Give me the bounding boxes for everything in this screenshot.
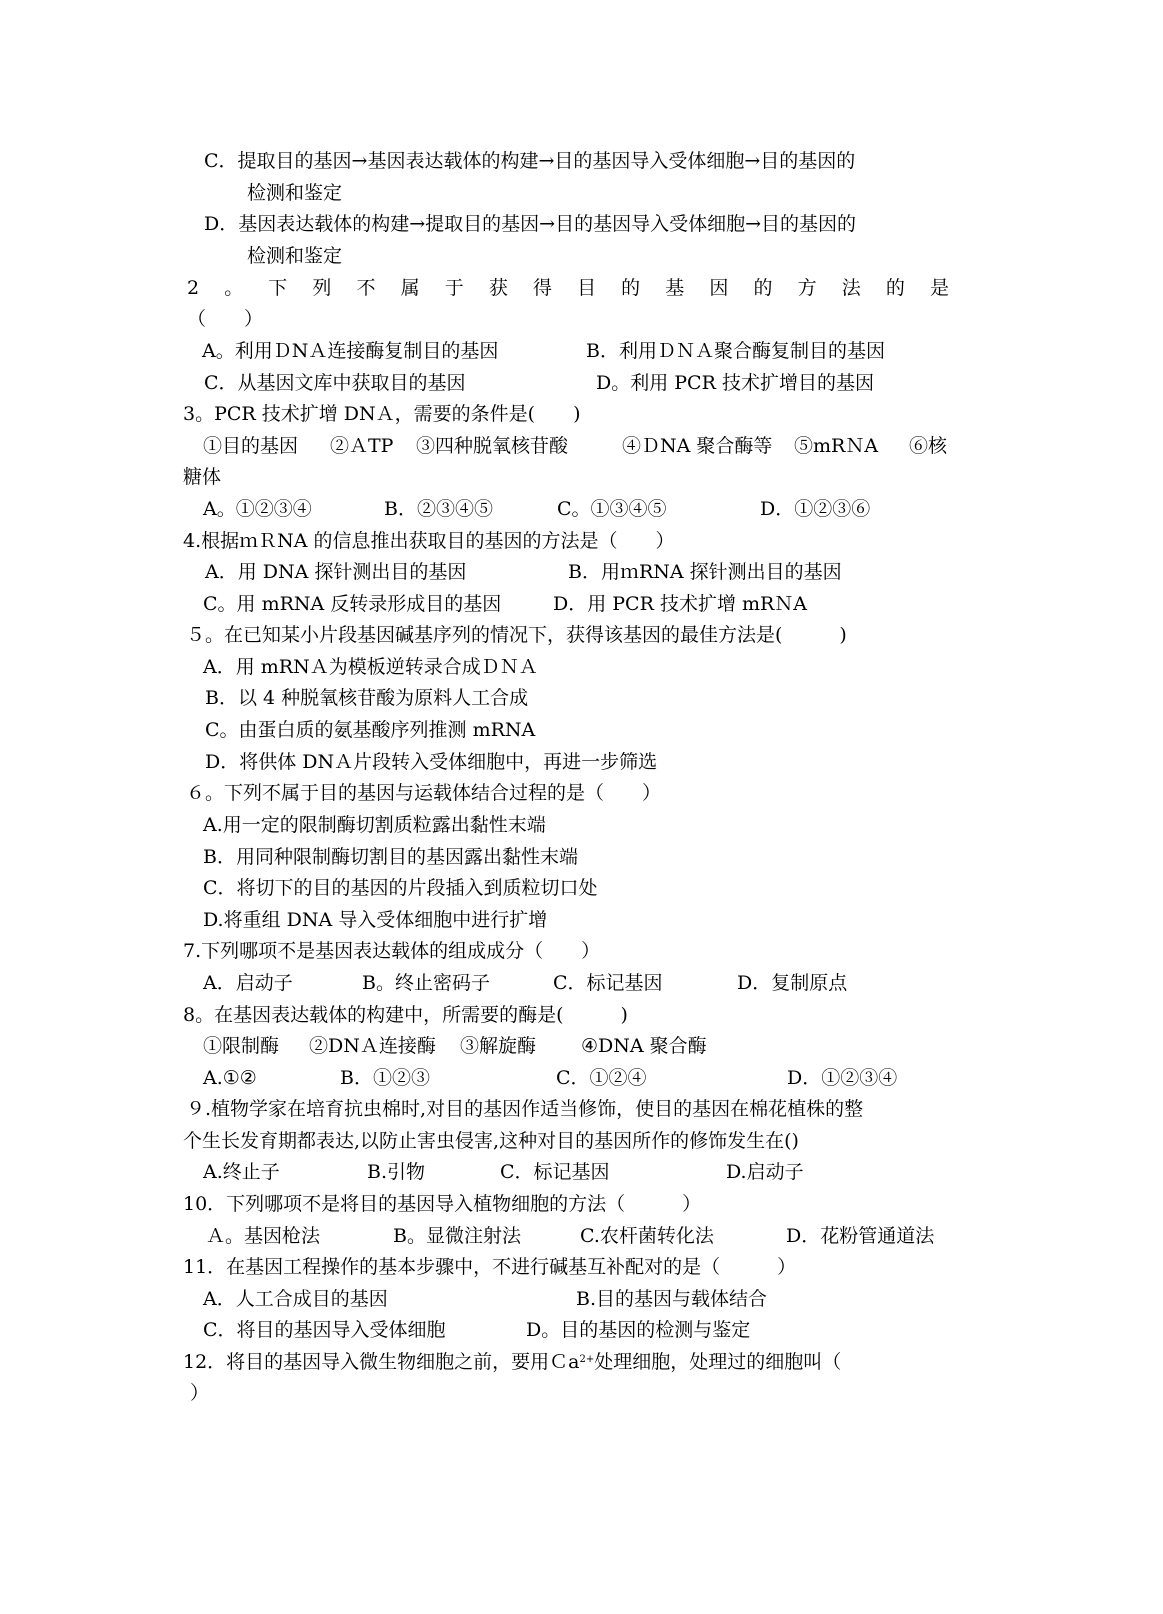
q4-option-c: C。用 mRNA 反转录形成目的基因 [203, 593, 502, 615]
q9-option-d: D.启动子 [726, 1161, 804, 1183]
q1-option-c-cont: 检测和鉴定 [247, 182, 343, 204]
q11-option-d: D。目的基因的检测与鉴定 [526, 1319, 751, 1341]
q9-option-a: A.终止子 [203, 1161, 280, 1183]
q11-option-c: C．将目的基因导入受体细胞 [203, 1319, 446, 1341]
q5-option-d: D．将供体 DNＡ片段转入受体细胞中，再进一步筛选 [205, 751, 658, 773]
q3-items-cont: 糖体 [183, 466, 222, 488]
q4-options-row2 [0, 592, 1163, 616]
q2-stem-char: 方 [797, 277, 817, 299]
q8-items [0, 1034, 1163, 1058]
q9-stem: ９.植物学家在培育抗虫棉时,对目的基因作适当修饰，使目的基因在棉花植株的整 [186, 1098, 864, 1120]
q3-item-6: ⑥核 [909, 435, 948, 457]
q11-option-a: A．人工合成目的基因 [203, 1288, 388, 1310]
q10-option-a: Ａ。基因枪法 [206, 1225, 321, 1247]
q7-option-a: A．启动子 [203, 972, 293, 994]
q3-options [0, 497, 1163, 521]
q4-stem: 4.根据ｍＲNA 的信息推出获取目的基因的方法是（ ） [183, 530, 675, 552]
q2-stem-char: 法 [841, 277, 861, 299]
q2-stem-char: 因 [709, 277, 729, 299]
q2-stem-char: 的 [753, 277, 773, 299]
q8-item-4: ④DNA 聚合酶 [581, 1035, 707, 1057]
q8-item-2: ②DNＡ连接酶 [309, 1035, 436, 1057]
q5-option-b: B．以 4 种脱氧核苷酸为原料人工合成 [205, 687, 529, 709]
q2-option-b: B．利用ＤＮＡ聚合酶复制目的基因 [586, 340, 885, 362]
q8-option-d: D．①②③④ [787, 1067, 898, 1089]
q5-option-c: C。由蛋白质的氨基酸序列推测 mRNA [205, 719, 536, 741]
q4-option-d: D．用 PCR 技术扩增 mRＮA [553, 593, 808, 615]
q8-stem: 8。在基因表达载体的构建中，所需要的酶是( ) [183, 1004, 628, 1026]
q1-option-d-cont: 检测和鉴定 [247, 245, 343, 267]
q2-stem-char: 2 [187, 277, 200, 299]
q10-option-b: B。显微注射法 [393, 1225, 521, 1247]
q3-item-4: ④ＤNA 聚合酶等 [622, 435, 773, 457]
q12-superscript: 2+ [579, 1354, 595, 1365]
q12-stem-before: 12．将目的基因导入微生物细胞之前，要用Ｃa [183, 1351, 580, 1373]
q2-stem-char: 列 [312, 277, 332, 299]
q9-option-b: B.引物 [367, 1161, 426, 1183]
q2-stem-char: 不 [356, 277, 376, 299]
q8-options [0, 1066, 1163, 1090]
q6-stem: ６。下列不属于目的基因与运载体结合过程的是（ ） [186, 782, 662, 804]
q9-stem-cont: 个生长发育期都表达,以防止害虫侵害,这种对目的基因所作的修饰发生在() [183, 1130, 799, 1152]
q7-stem: 7.下列哪项不是基因表达载体的组成成分（ ） [183, 940, 601, 962]
q6-option-a: A.用一定的限制酶切割质粒露出黏性末端 [203, 814, 546, 836]
q7-option-c: C．标记基因 [553, 972, 663, 994]
q2-option-d: D。利用 PCR 技术扩增目的基因 [596, 372, 874, 394]
q2-stem-char: 的 [621, 277, 641, 299]
q3-items [0, 434, 1163, 458]
q9-option-c: C．标记基因 [500, 1161, 610, 1183]
q5-option-a: A．用 mRNＡ为模板逆转录合成ＤＮＡ [203, 656, 538, 678]
q2-stem-char: 得 [532, 277, 552, 299]
q3-option-a: A。①②③④ [203, 498, 312, 520]
q9-options [0, 1160, 1163, 1184]
q2-options-row2 [0, 371, 1163, 395]
q8-item-1: ①限制酶 [203, 1035, 280, 1057]
q8-option-a: A.①② [203, 1067, 257, 1089]
q2-options-row1 [0, 339, 1163, 363]
q2-stem-char: 获 [488, 277, 508, 299]
q3-option-c: C。①③④⑤ [557, 498, 667, 520]
q7-options [0, 971, 1163, 995]
q11-stem: 11．在基因工程操作的基本步骤中，不进行碱基互补配对的是（ ） [183, 1256, 797, 1278]
q7-option-d: D．复制原点 [737, 972, 848, 994]
q3-item-1: ①目的基因 [203, 435, 299, 457]
q2-stem-char: 的 [885, 277, 905, 299]
q10-options [0, 1224, 1163, 1248]
q3-item-3: ③四种脱氧核苷酸 [416, 435, 569, 457]
q2-stem-char: 于 [444, 277, 464, 299]
q6-option-c: C．将切下的目的基因的片段插入到质粒切口处 [203, 877, 598, 899]
q8-item-3: ③解旋酶 [460, 1035, 537, 1057]
q2-stem-char: 下 [268, 277, 288, 299]
q12-stem-after: 处理细胞，处理过的细胞叫（ [594, 1351, 842, 1373]
q11-option-b: B.目的基因与载体结合 [576, 1288, 768, 1310]
q2-stem-cont: （ ） [187, 308, 264, 330]
q4-option-a: A．用 DNA 探针测出目的基因 [205, 561, 467, 583]
q2-stem-char: 。 [224, 277, 244, 299]
q10-option-c: C.农杆菌转化法 [580, 1225, 714, 1247]
q10-stem: 10．下列哪项不是将目的基因导入植物细胞的方法（ ） [183, 1193, 702, 1215]
q3-stem: 3。PCR 技术扩增 DNＡ，需要的条件是( ) [183, 403, 581, 425]
q8-option-c: C．①②④ [556, 1067, 647, 1089]
q3-option-b: B．②③④⑤ [384, 498, 493, 520]
q4-options-row1 [0, 560, 1163, 584]
q3-item-2: ②ＡTP [330, 435, 394, 457]
q6-option-d: D.将重组 DNA 导入受体细胞中进行扩增 [203, 909, 548, 931]
q4-option-b: B．用ｍRNA 探针测出目的基因 [568, 561, 842, 583]
q2-option-a: A。利用ＤNＡ连接酶复制目的基因 [202, 340, 499, 362]
q2-option-c: C．从基因文库中获取目的基因 [204, 372, 466, 394]
q12-stem-cont: ） [190, 1382, 210, 1404]
q2-stem-char: 是 [929, 277, 949, 299]
q1-option-c: C．提取目的基因→基因表达载体的构建→目的基因导入受体细胞→目的基因的 [204, 150, 856, 172]
q6-option-b: B．用同种限制酶切割目的基因露出黏性末端 [203, 846, 578, 868]
q2-stem [187, 276, 949, 300]
q2-stem-char: 属 [400, 277, 420, 299]
q2-stem-char: 基 [665, 277, 685, 299]
q11-options-row2 [0, 1318, 1163, 1342]
q8-option-b: B．①②③ [340, 1067, 430, 1089]
q3-option-d: D．①②③⑥ [760, 498, 871, 520]
q10-option-d: D．花粉管通道法 [786, 1225, 935, 1247]
q5-stem: ５。在已知某小片段基因碱基序列的情况下，获得该基因的最佳方法是( ) [186, 624, 847, 646]
q1-option-d: D．基因表达载体的构建→提取目的基因→目的基因导入受体细胞→目的基因的 [204, 213, 856, 235]
q2-stem-char: 目 [577, 277, 597, 299]
q12-stem [183, 1350, 841, 1374]
q7-option-b: B。终止密码子 [362, 972, 490, 994]
q3-item-5: ⑤mRＮA [794, 435, 879, 457]
q11-options-row1 [0, 1287, 1163, 1311]
